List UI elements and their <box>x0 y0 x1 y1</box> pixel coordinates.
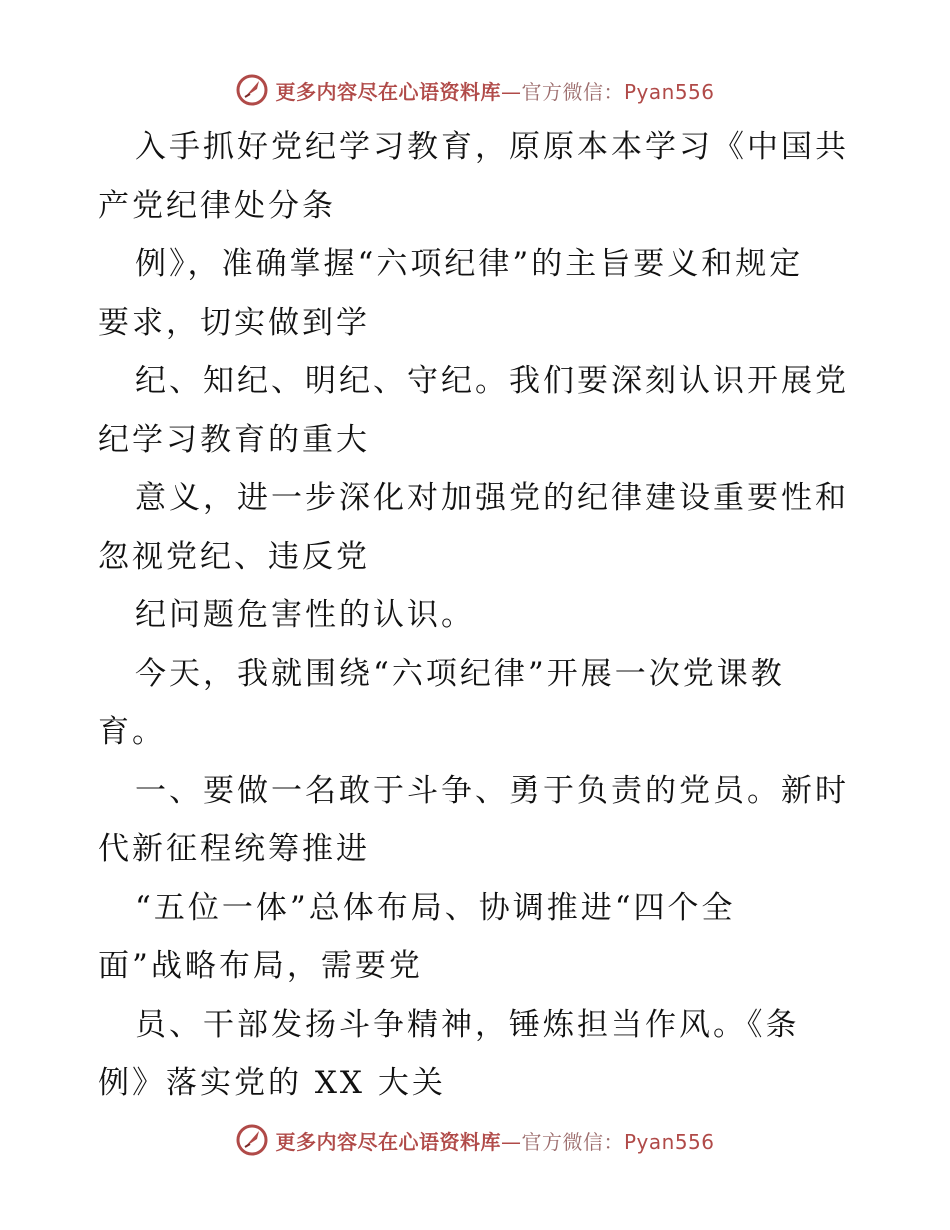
text-line: 例》落实党的 XX 大关 <box>98 1065 446 1101</box>
banner-wechat-id: Pyan556 <box>623 1129 715 1154</box>
text-line: 要求，切实做到学 <box>98 304 370 341</box>
banner-text <box>275 1126 714 1155</box>
banner-site-text: 更多内容尽在心语资料库 <box>275 1129 501 1154</box>
banner-wechat-label: 官方微信： <box>521 1129 624 1154</box>
banner-dash: — <box>500 79 522 104</box>
text-line: 入手抓好党纪学习教育，原原本本学习《中国共 <box>135 129 849 165</box>
footer-banner <box>0 1120 950 1160</box>
banner-wechat-id: Pyan556 <box>623 79 715 104</box>
document-body <box>98 118 868 1113</box>
text-line: 代新征程统筹推进 <box>98 831 370 867</box>
text-line: 意义，进一步深化对加强党的纪律建设重要性和 <box>135 480 849 516</box>
text-line: 员、干部发扬斗争精神，锤炼担当作风。《条 <box>135 1006 800 1043</box>
text-line: 纪、知纪、明纪、守纪。我们要深刻认识开展党 <box>135 363 849 399</box>
header-banner <box>0 70 950 110</box>
banner-site-text: 更多内容尽在心语资料库 <box>275 79 501 104</box>
feather-pen-logo-icon <box>235 73 269 107</box>
text-line: 产党纪律处分条 <box>98 187 336 224</box>
text-line: 纪学习教育的重大 <box>98 421 370 458</box>
feather-pen-logo-icon <box>235 1123 269 1157</box>
text-line: 纪问题危害性的认识。 <box>135 597 475 633</box>
text-line: 今天，我就围绕“六项纪律”开展一次党课教 <box>135 655 785 692</box>
banner-text <box>275 76 714 105</box>
banner-dash: — <box>500 1129 522 1154</box>
text-line: 忽视党纪、违反党 <box>98 538 370 575</box>
text-line: 育。 <box>98 714 166 750</box>
text-line: 一、要做一名敢于斗争、勇于负责的党员。新时 <box>135 772 849 809</box>
banner-wechat-label: 官方微信： <box>521 79 624 104</box>
text-line: 面”战略布局，需要党 <box>98 948 423 984</box>
text-line: “五位一体”总体布局、协调推进“四个全 <box>135 889 736 926</box>
text-line: 例》，准确掌握“六项纪律”的主旨要义和规定 <box>135 246 804 282</box>
